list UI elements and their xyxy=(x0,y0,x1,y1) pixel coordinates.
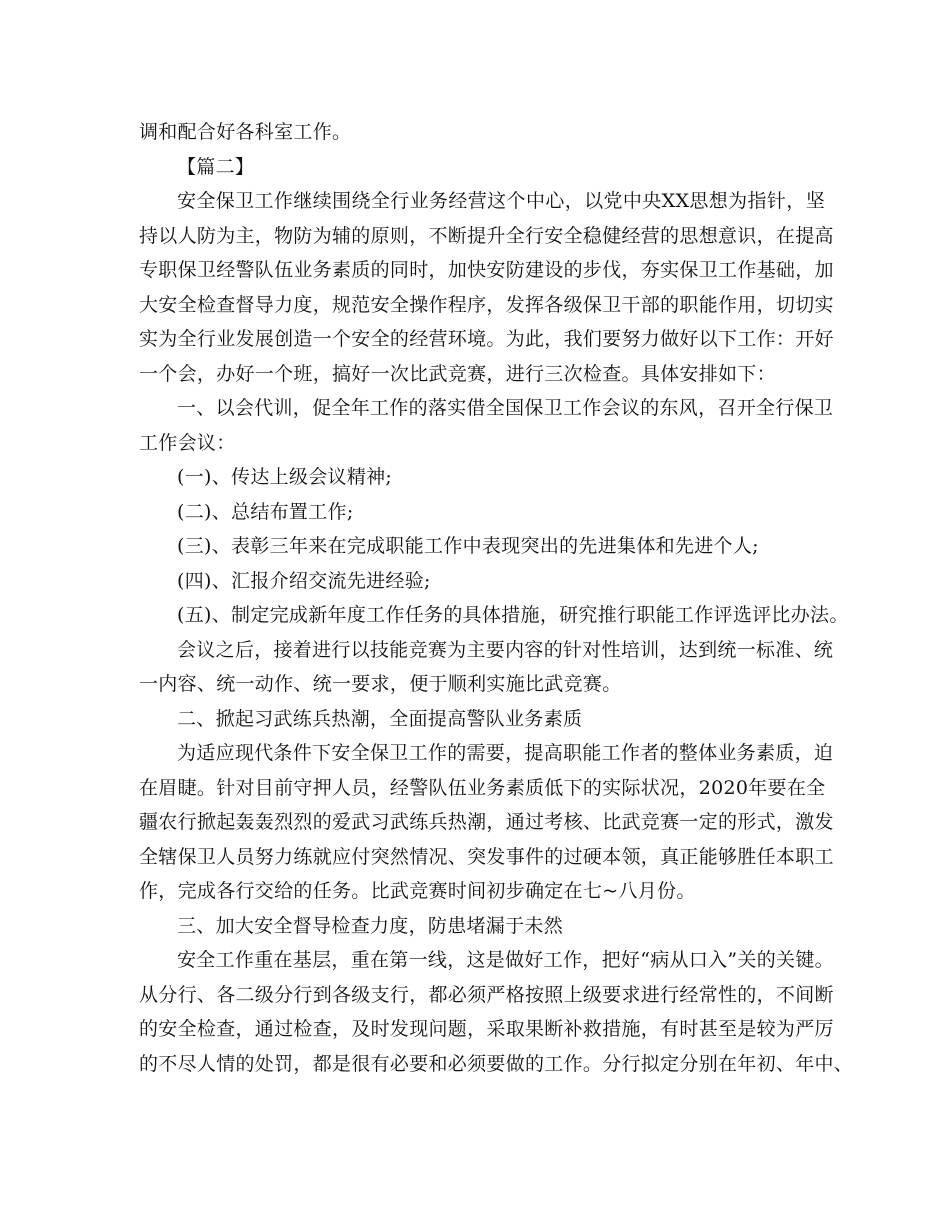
document-body xyxy=(139,115,854,1081)
list-item: (四)、汇报介绍交流先进经验; xyxy=(177,569,431,592)
paragraph-line: 一个会，办好一个班，搞好一次比武竞赛，进行三次检查。具体安排如下： xyxy=(139,362,776,385)
paragraph-line: 从分行、各二级分行到各级支行，都必须严格按照上级要求进行经常性的，不间断 xyxy=(139,983,834,1006)
list-item: (五)、制定完成新年度工作任务的具体措施，研究推行职能工作评选评比办法。 xyxy=(177,604,849,626)
paragraph-line: 疆农行掀起轰轰烈烈的爱武习武练兵热潮，通过考核、比武竞赛一定的形式，激发 xyxy=(139,811,834,833)
paragraph-line: 持以人防为主，物防为辅的原则，不断提升全行安全稳健经营的思想意识，在提高 xyxy=(139,224,834,247)
paragraph-line: 调和配合好各科室工作。 xyxy=(139,121,352,143)
paragraph-line: 一、以会代训，促全年工作的落实借全国保卫工作会议的东风，召开全行保卫 xyxy=(177,397,834,419)
section-heading: 二、掀起习武练兵热潮，全面提高警队业务素质 xyxy=(177,707,583,730)
paragraph-line: 会议之后，接着进行以技能竞赛为主要内容的针对性培训，达到统一标准、统 xyxy=(177,638,834,661)
paragraph-line: 全辖保卫人员努力练就应付突然情况、突发事件的过硬本领，真正能够胜任本职工 xyxy=(139,845,834,868)
paragraph-line: 一内容、统一动作、统一要求，便于顺利实施比武竞赛。 xyxy=(139,673,622,695)
list-item: (一)、传达上级会议精神; xyxy=(177,466,393,488)
paragraph-line: 在眉睫。针对目前守押人员，经警队伍业务素质低下的实际状况，2020年要在全 xyxy=(139,776,826,799)
paragraph-line: 为适应现代条件下安全保卫工作的需要，提高职能工作者的整体业务素质，迫 xyxy=(177,742,834,764)
paragraph-line: 的不尽人情的处罚，都是很有必要和必须要做的工作。分行拟定分别在年初、年中、 xyxy=(139,1052,854,1075)
paragraph-line: 安全保卫工作继续围绕全行业务经营这个中心，以党中央XX思想为指针，坚 xyxy=(177,190,825,212)
paragraph-line: 大安全检查督导力度，规范安全操作程序，发挥各级保卫干部的职能作用，切切实 xyxy=(139,293,834,316)
paragraph-line: 作，完成各行交给的任务。比武竞赛时间初步确定在七~八月份。 xyxy=(139,880,696,902)
section-heading: 【篇二】 xyxy=(177,155,255,178)
paragraph-line: 安全工作重在基层，重在第一线，这是做好工作，把好“病从口入”关的关键。 xyxy=(177,949,834,971)
section-heading: 三、加大安全督导检查力度，防患堵漏于未然 xyxy=(177,914,564,937)
paragraph-line: 实为全行业发展创造一个安全的经营环境。为此，我们要努力做好以下工作：开好 xyxy=(139,328,834,350)
paragraph-line: 专职保卫经警队伍业务素质的同时，加快安防建设的步伐，夯实保卫工作基础，加 xyxy=(139,259,834,281)
paragraph-line: 工作会议： xyxy=(139,431,236,454)
paragraph-line: 的安全检查，通过检查，及时发现问题，采取果断补救措施，有时甚至是较为严厉 xyxy=(139,1018,834,1040)
list-item: (三)、表彰三年来在完成职能工作中表现突出的先进集体和先进个人; xyxy=(177,535,759,557)
list-item: (二)、总结布置工作; xyxy=(177,500,354,523)
